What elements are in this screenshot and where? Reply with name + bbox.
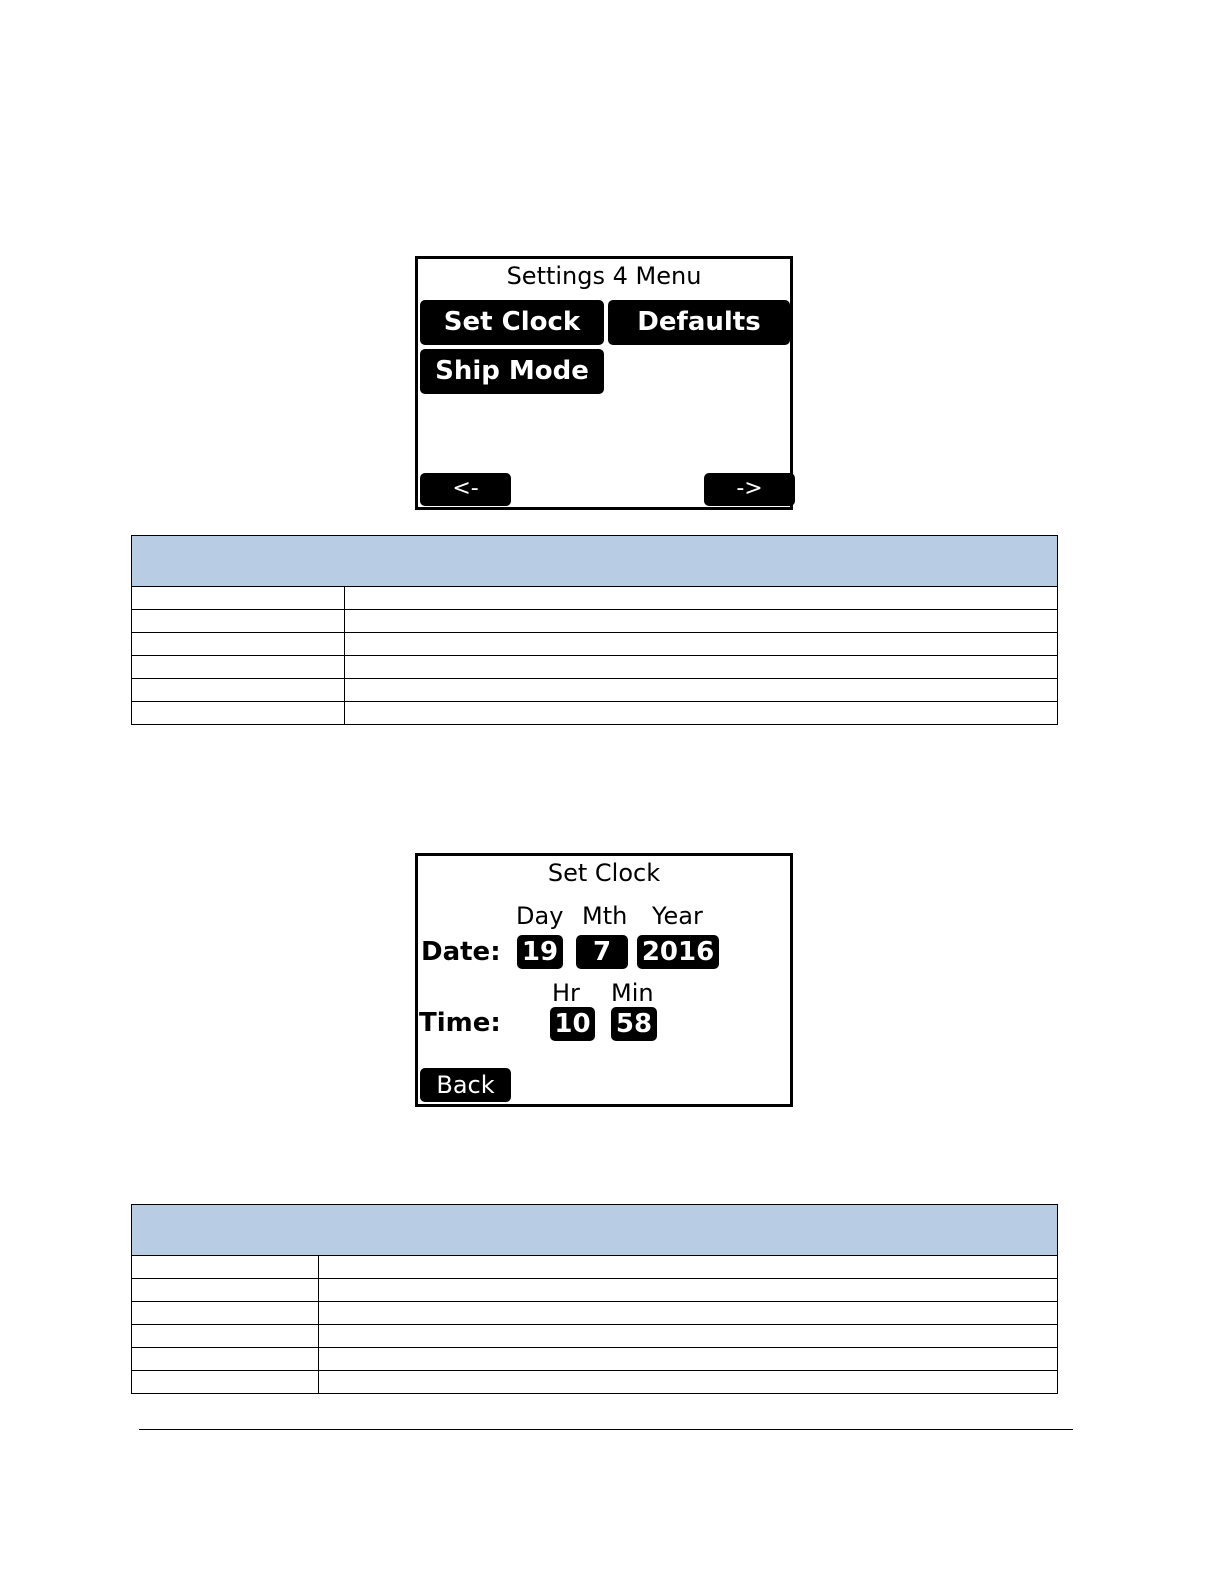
- year-header: Year: [652, 902, 703, 930]
- footer-divider: [139, 1429, 1073, 1430]
- table-row: [132, 1371, 1058, 1394]
- screen-title: Settings 4 Menu: [506, 262, 702, 290]
- table-row: [132, 1325, 1058, 1348]
- day-value[interactable]: 19: [517, 935, 563, 969]
- next-page-button[interactable]: ->: [704, 473, 795, 506]
- table-row: [132, 679, 1058, 702]
- table-row: [132, 610, 1058, 633]
- table-row: [132, 1279, 1058, 1302]
- hour-value[interactable]: 10: [550, 1007, 595, 1041]
- ship-mode-button[interactable]: Ship Mode: [420, 349, 604, 394]
- table-row: [132, 656, 1058, 679]
- date-label: Date:: [421, 937, 501, 967]
- minute-value[interactable]: 58: [611, 1007, 657, 1041]
- set-clock-screen: [415, 853, 793, 1107]
- hour-header: Hr: [552, 979, 580, 1007]
- previous-page-button[interactable]: <-: [420, 473, 511, 506]
- month-value[interactable]: 7: [576, 935, 628, 969]
- back-button[interactable]: Back: [420, 1068, 511, 1102]
- set-clock-button[interactable]: Set Clock: [420, 300, 604, 345]
- settings-4-menu-table: [131, 535, 1058, 725]
- screen-title: Set Clock: [547, 859, 661, 887]
- year-value[interactable]: 2016: [637, 935, 719, 969]
- table-row: [132, 633, 1058, 656]
- month-header: Mth: [582, 902, 628, 930]
- day-header: Day: [516, 902, 564, 930]
- table-header: [132, 536, 1058, 587]
- table-row: [132, 1348, 1058, 1371]
- table-row: [132, 1302, 1058, 1325]
- minute-header: Min: [611, 979, 654, 1007]
- settings-4-menu-screen: [415, 256, 793, 510]
- set-clock-table: [131, 1204, 1058, 1394]
- table-row: [132, 587, 1058, 610]
- table-row: [132, 702, 1058, 725]
- time-label: Time:: [419, 1008, 501, 1038]
- table-header: [132, 1205, 1058, 1256]
- table-row: [132, 1256, 1058, 1279]
- defaults-button[interactable]: Defaults: [608, 300, 790, 345]
